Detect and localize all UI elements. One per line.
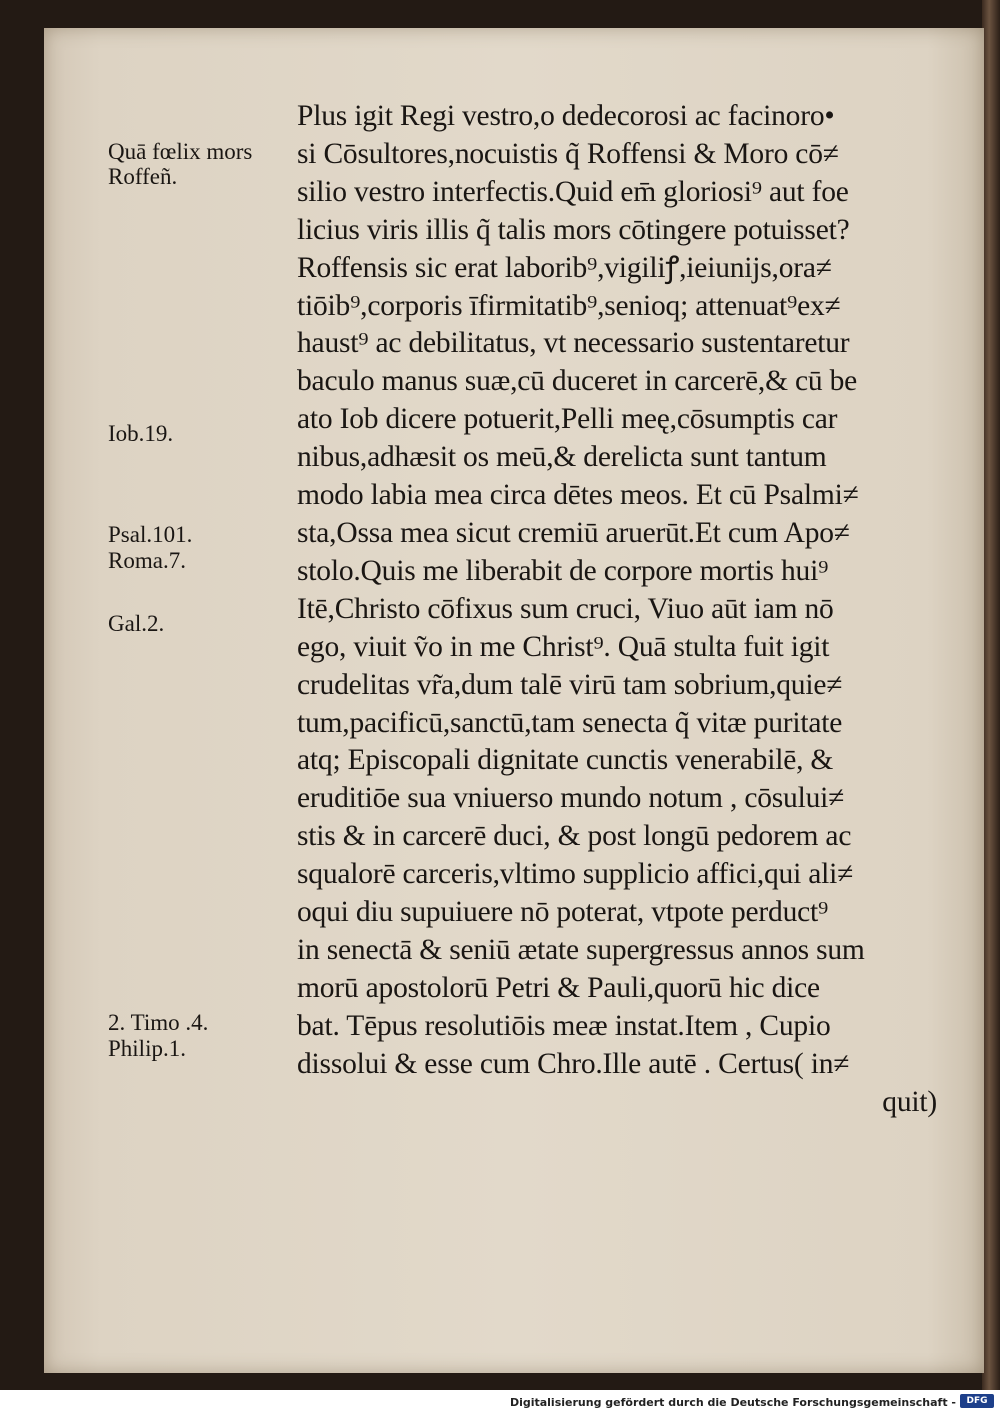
margin-note: Iob.19. — [108, 421, 174, 446]
text-line: squalorē carceris,vltimo supplicio affici,qui ali≠ — [297, 858, 854, 891]
text-line: in senectā & seniū ætate supergressus annos sum — [297, 933, 865, 966]
text-line: crudelitas vr̃a,dum talē virū tam sobrium,quie≠ — [297, 668, 843, 701]
text-line: Itē,Christo cōfixus sum cruci, Viuo aūt iam nō — [297, 592, 834, 625]
margin-note: Gal.2. — [108, 611, 165, 636]
text-line: stis & in carcerē duci, & post longū pedorem ac — [297, 820, 852, 853]
text-line: oqui diu supuiuere nō poterat, vtpote perduct⁹ — [297, 896, 829, 929]
footer-bar — [0, 1390, 1000, 1414]
text-line: haust⁹ ac debilitatus, vt necessario sustentaretur — [297, 327, 850, 360]
text-line: baculo manus suæ,cū duceret in carcerē,& cū be — [297, 365, 858, 398]
margin-note: Psal.101. — [108, 522, 193, 547]
dfg-logo: DFG — [960, 1394, 994, 1408]
text-line: licius viris illis q̃ talis mors cōtingere potuisset? — [297, 213, 850, 246]
text-line: si Cōsultores,nocuistis q̃ Roffensi & Moro cō≠ — [297, 137, 839, 170]
text-line: silio vestro interfectis.Quid em̄ gloriosi⁹ aut foe — [297, 175, 849, 208]
text-line: nibus,adhæsit os meū,& derelicta sunt tantum — [297, 441, 827, 474]
text-line: stolo.Quis me liberabit de corpore mortis hui⁹ — [297, 554, 829, 587]
text-line: ego, viuit ṽo in me Christ⁹. Quā stulta fuit igit — [297, 630, 830, 663]
text-line: sta,Ossa mea sicut cremiū aruerūt.Et cum Apo≠ — [297, 516, 850, 549]
text-line: tum,pacificū,sanctū,tam senecta q̃ vitæ puritate — [297, 706, 843, 739]
book-spine-edge — [982, 0, 1000, 1390]
text-line: atq; Episcopali dignitate cunctis venerabilē, & — [297, 744, 834, 777]
text-line: tiōib⁹,corporis īfirmitatib⁹,senioq; attenuat⁹ex≠ — [297, 289, 841, 322]
margin-note: Roma.7. — [108, 548, 186, 573]
margin-note: Philip.1. — [108, 1036, 186, 1061]
catchword: quit) — [882, 1085, 937, 1118]
margin-note: Quā fœlix mors — [108, 139, 253, 164]
text-line: Plus igit Regi vestro,o dedecorosi ac facinoro• — [297, 100, 835, 132]
text-line: eruditiōe sua vniuerso mundo notum , cōsului≠ — [297, 782, 845, 815]
margin-note: Roffeñ. — [108, 164, 178, 189]
text-line: bat. Tēpus resolutiōis meæ instat.Item , Cupio — [297, 1009, 831, 1042]
text-line: modo labia mea circa dētes meos. Et cū Psalmi≠ — [297, 479, 859, 512]
text-line: ato Iob dicere potuerit,Pelli meę,cōsumptis car — [297, 403, 838, 436]
funding-credit: Digitalisierung gefördert durch die Deutsche Forschungsgemeinschaft - — [509, 1396, 956, 1409]
text-line: Roffensis sic erat laborib⁹,vigiliꝭ,ieiunijs,ora≠ — [297, 251, 832, 284]
margin-note: 2. Timo .4. — [108, 1010, 209, 1035]
text-line: morū apostolorū Petri & Pauli,quorū hic dice — [297, 971, 820, 1004]
text-line: dissolui & esse cum Chro.Ille autē . Certus( in≠ — [297, 1047, 850, 1080]
main-text-block — [297, 98, 937, 1121]
